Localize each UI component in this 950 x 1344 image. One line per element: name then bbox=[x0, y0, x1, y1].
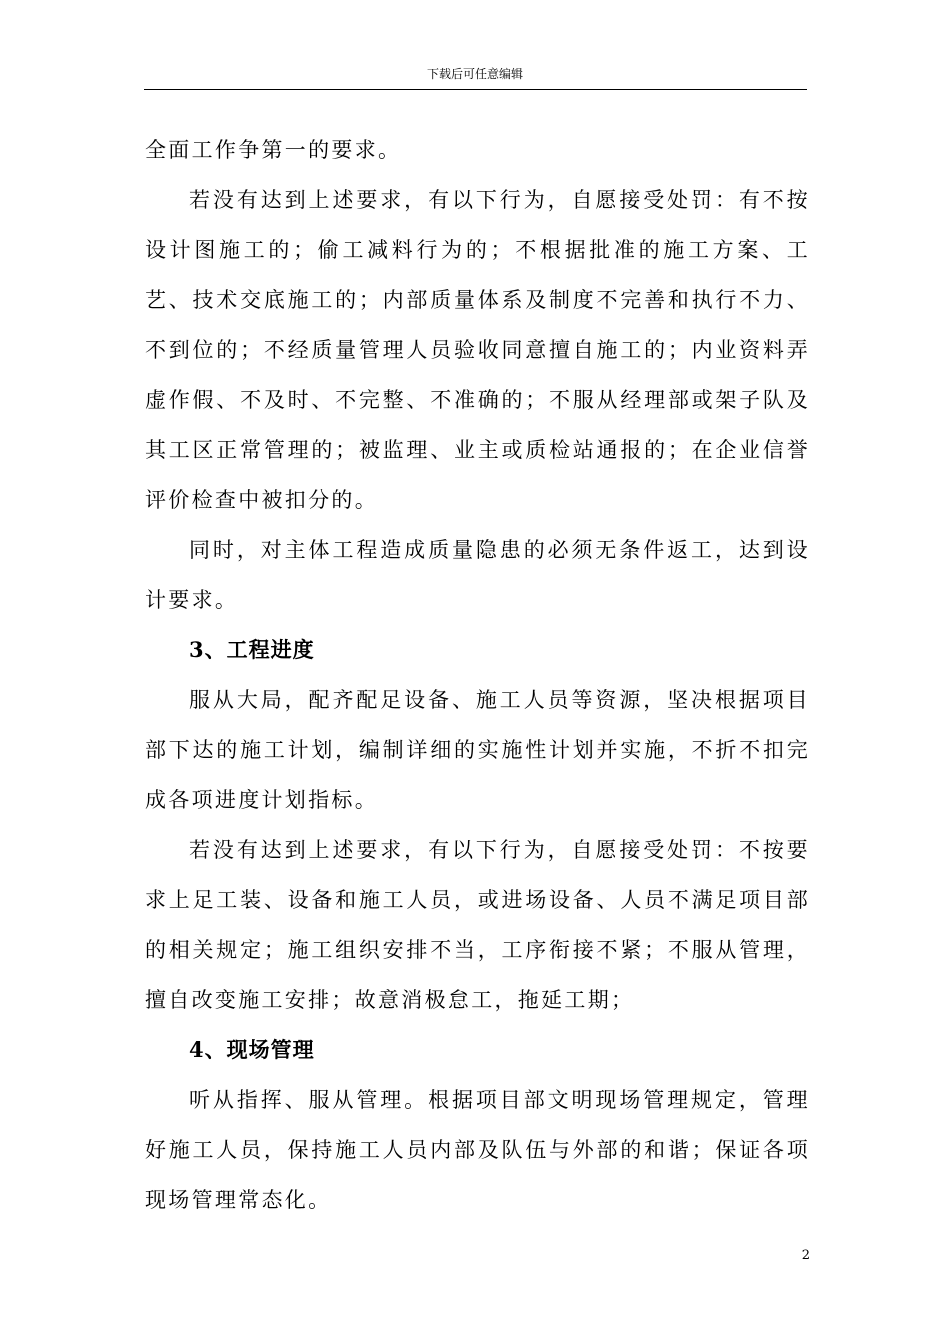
section-heading-site-management: 4、现场管理 bbox=[189, 1037, 315, 1062]
section-heading-progress: 3、工程进度 bbox=[189, 637, 315, 662]
paragraph-progress: 服从大局，配齐配足设备、施工人员等资源，坚决根据项目部下达的施工计划，编制详细的实施性计划并实施，不折不扣完成各项进度计划指标。 bbox=[145, 688, 810, 812]
paragraph-site-management: 听从指挥、服从管理。根据项目部文明现场管理规定，管理好施工人员，保持施工人员内部及队伍与外部的和谐；保证各项现场管理常态化。 bbox=[145, 1088, 810, 1212]
page-number: 2 bbox=[801, 1248, 810, 1263]
paragraph-rework: 同时，对主体工程造成质量隐患的必须无条件返工，达到设计要求。 bbox=[145, 538, 810, 612]
paragraph-quality-penalties: 若没有达到上述要求，有以下行为，自愿接受处罚：有不按设计图施工的；偷工减料行为的；不根据批准的施工方案、工艺、技术交底施工的；内部质量体系及制度不完善和执行不力、不到位的；不经质量管理人员验收同意擅自施工的；内业资料弄虚作假、不及时、不完整、不准确的；不服从经理部或架子队及其工区正常管理的；被监理、业主或质检站通报的；在企业信誉评价检查中被扣分的。 bbox=[145, 188, 810, 512]
paragraph-continuation: 全面工作争第一的要求。 bbox=[145, 138, 402, 162]
document-body bbox=[145, 125, 810, 1225]
paragraph-progress-penalties: 若没有达到上述要求，有以下行为，自愿接受处罚：不按要求上足工装、设备和施工人员，或进场设备、人员不满足项目部的相关规定；施工组织安排不当，工序衔接不紧；不服从管理，擅自改变施工安排；故意消极怠工，拖延工期； bbox=[145, 838, 810, 1012]
header-divider bbox=[144, 89, 807, 90]
page-header: 下载后可任意编辑 bbox=[426, 67, 523, 81]
